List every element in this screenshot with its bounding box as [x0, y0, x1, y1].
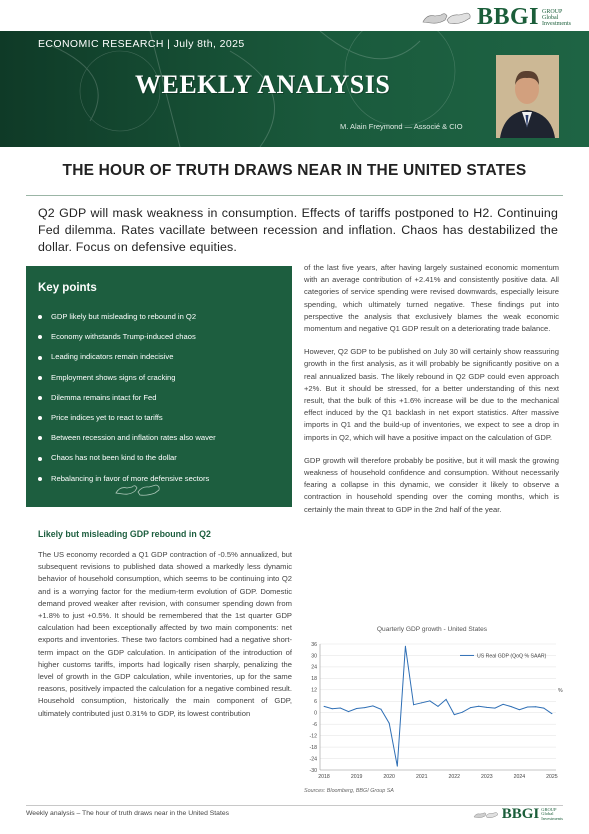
edition-line: ECONOMIC RESEARCH | July 8th, 2025 [38, 38, 245, 50]
key-points-list [38, 307, 216, 489]
list-item: Chaos has not been kind to the dollar [38, 448, 216, 468]
footer-logo [473, 806, 563, 823]
x-tick-label: 2025 [546, 774, 558, 780]
key-points-title: Key points [38, 282, 97, 294]
bullet-icon [38, 457, 42, 461]
data-point [397, 766, 398, 767]
brand-subtitle: GROUP Global Investments [541, 806, 563, 821]
gdp-chart [302, 626, 562, 802]
y-tick-label: -18 [309, 744, 317, 751]
bull-bear-icon [421, 8, 473, 28]
section-paragraph: The US economy recorded a Q1 GDP contraction of -0.5% annualized, but subsequent revisions to published data showed a markedly less dynamic behavior of household consumption, which seems to be continuing into Q2 and is a worrying factor for the medium-term evolution of GDP. Domestic demand proved weaker after revision, with consumer spending down from +1.8% to just +0.5%. It should be remembered that the 1st quarter GDP calculation had been exceptionally affected by two main components: net exports and inventories. These two factors combined had a negative short-term impact on the GDP calculation. In anticipation of the introduction of higher customs tariffs, imports had logically risen sharply, penalizing the level of growth in the GDP calculation, while inventories, up for the same reasons, positively impacted the calculation for a negative combined result. Household consumption, historically the main component of GDP, ultimately contributed just 0.31% to GDP, its lowest contribution [38, 550, 292, 718]
data-point [486, 707, 487, 708]
data-point [405, 646, 406, 647]
data-point [324, 706, 325, 707]
right-column [304, 262, 559, 527]
y-tick-label: 12 [311, 687, 317, 694]
author-photo [496, 55, 559, 138]
data-point [332, 708, 333, 709]
body-paragraph: However, Q2 GDP to be published on July 30 will certainly show reassuring growth in the first analysis, as it will probably be significantly positive on a real annualized basis. The likely rebound in Q2 GDP could even approach +2%. But it should be stressed, for a better understanding of this next result, that the bulk of this +1.6% increase will be due to the mechanical effect induced by the Q1 backlash in net export statistics. After massive imports in Q1 and the build-up of inventories, we expect to see a drop in imports in Q2, which will have a positive impact on the calculation of GDP. [304, 347, 559, 442]
article-title: THE HOUR OF TRUTH DRAWS NEAR IN THE UNITED STATES [62, 162, 527, 179]
bullet-icon [38, 376, 42, 380]
data-point [446, 699, 447, 700]
list-item: Leading indicators remain indecisive [38, 347, 216, 367]
author-line: M. Alain Freymond — Associé & CIO [340, 122, 463, 131]
data-point [527, 707, 528, 708]
brand-name: BBGI [476, 4, 539, 30]
data-point [511, 706, 512, 707]
list-item: Employment shows signs of cracking [38, 368, 216, 388]
data-point [478, 706, 479, 707]
y-tick-label: -6 [312, 721, 317, 728]
bullet-icon [38, 335, 42, 339]
data-point [364, 707, 365, 708]
section-heading: Likely but misleading GDP rebound in Q2 [38, 529, 211, 539]
list-item: Rebalancing in favor of more defensive sectors [38, 469, 216, 489]
data-point [462, 712, 463, 713]
data-point [494, 708, 495, 709]
chart-title: Quarterly GDP growth - United States [376, 626, 488, 633]
brand-subtitle: GROUP Global Investments [542, 8, 571, 27]
y-tick-label: -30 [309, 767, 317, 774]
x-tick-label: 2024 [513, 774, 526, 780]
bullet-icon [38, 416, 42, 420]
data-point [438, 706, 439, 707]
x-tick-label: 2022 [448, 774, 461, 780]
body-paragraph: of the last five years, after having largely sustained economic momentum with an average contribution of +2.41% and consistently positive data. All categories of service spending were revised downwards, especially leisure spending, which ultimately turned negative. These findings put into perspective the analysis that exclusively blames the weak economic momentum and negative Q1 GDP result on a deteriorating trade balance. [304, 263, 559, 334]
bullet-icon [38, 396, 42, 400]
bullet-icon [38, 315, 42, 319]
body-paragraph: GDP growth will therefore probably be positive, but it will mask the growing weakness of household confidence and consumption. Without necessarily fearing a collapse in this dynamic, we consider it likely to observe a contraction in household spending over the coming months, which is certainly the main threat to GDP in the 2nd half of the year. [304, 455, 559, 514]
y-tick-label: -24 [309, 756, 317, 763]
bull-bear-icon [114, 481, 162, 499]
data-point [421, 702, 422, 703]
data-point [381, 709, 382, 710]
bullet-icon [38, 436, 42, 440]
y-tick-label: 30 [311, 653, 317, 660]
x-tick-label: 2023 [481, 774, 493, 780]
data-point [356, 708, 357, 709]
title-divider [26, 195, 563, 196]
lead-paragraph: Q2 GDP will mask weakness in consumption. Effects of tariffs postponed to H2. Continuing Fed dilemma. Rates vacillate between recession and inflation. Chaos has destabilized the dollar. Focus on defensive equities. [38, 206, 558, 254]
list-item: Dilemma remains intact for Fed [38, 388, 216, 408]
x-tick-label: 2019 [350, 774, 363, 780]
y-tick-label: -12 [309, 733, 317, 740]
data-point [413, 704, 414, 705]
list-item: Between recession and inflation rates also waver [38, 428, 216, 448]
y-axis-label: % [558, 687, 563, 694]
x-tick-label: 2018 [318, 774, 330, 780]
data-point [470, 707, 471, 708]
data-point [519, 709, 520, 710]
bbgi-logo [421, 4, 571, 31]
x-tick-label: 2020 [383, 774, 395, 780]
list-item: GDP likely but misleading to rebound in Q2 [38, 307, 216, 327]
publication-title: WEEKLY ANALYSIS [135, 70, 391, 99]
y-tick-label: 18 [311, 676, 317, 683]
data-point [389, 723, 390, 724]
bullet-icon [38, 356, 42, 360]
chart-source: Sources: Bloomberg, BBGI Group SA [304, 788, 394, 794]
data-point [340, 707, 341, 708]
y-tick-label: 36 [311, 641, 317, 648]
bullet-icon [38, 477, 42, 481]
data-point [503, 704, 504, 705]
y-tick-label: 24 [311, 664, 317, 671]
data-point [535, 706, 536, 707]
data-point [372, 705, 373, 706]
data-point [551, 713, 552, 714]
data-point [543, 708, 544, 709]
data-point [348, 711, 349, 712]
key-points-box [26, 266, 292, 507]
legend-label: US Real GDP (QoQ % SAAR) [477, 653, 547, 660]
brand-name: BBGI [501, 806, 540, 822]
list-item: Price indices yet to react to tariffs [38, 408, 216, 428]
chart-plot [302, 636, 562, 788]
y-tick-label: 0 [314, 710, 317, 717]
list-item: Economy withstands Trump-induced chaos [38, 327, 216, 347]
data-point [429, 700, 430, 701]
bull-bear-icon [473, 810, 499, 820]
x-tick-label: 2021 [415, 774, 428, 780]
y-tick-label: 6 [314, 699, 317, 706]
footer-text: Weekly analysis – The hour of truth draws near in the United States [26, 810, 230, 817]
data-point [454, 714, 455, 715]
